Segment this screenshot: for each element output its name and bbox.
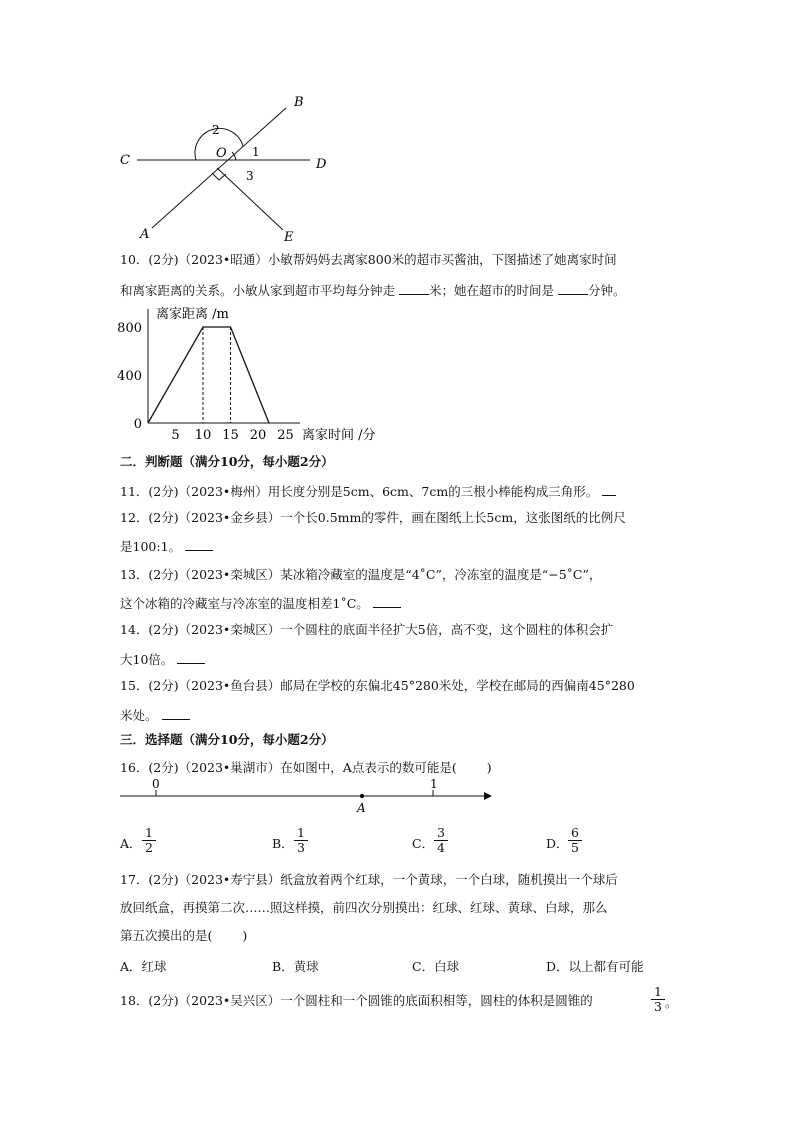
- label-angle-2: 2: [212, 123, 220, 137]
- distance-time-chart: [0, 305, 794, 445]
- q10-blank-2[interactable]: [558, 282, 588, 295]
- q18: 18．(2分)（2023•吴兴区）一个圆柱和一个圆锥的底面积相等，圆柱的体积是圆锥的: [120, 993, 593, 1008]
- q13-text: 这个冰箱的冷藏室与冷冻室的温度相差1˚C。: [120, 596, 369, 611]
- q16-option-a[interactable]: A．: [120, 836, 142, 851]
- label-B: B: [294, 95, 304, 110]
- q12-blank[interactable]: [185, 538, 213, 551]
- q16-close: ): [486, 760, 492, 775]
- q15-text: 米处。: [120, 708, 158, 723]
- q16-d-den: 5: [571, 840, 579, 855]
- q14-line1: 14．(2分)（2023•栾城区）一个圆柱的底面半径扩大5倍，高不变，这个圆柱的体积会扩: [120, 622, 614, 637]
- q17-line2: 放回纸盒，再摸第二次……照这样摸，前四次分别摸出：红球、红球、黄球、白球，那么: [120, 900, 608, 915]
- q18-den: 3: [654, 999, 662, 1014]
- angle-figure: [0, 0, 794, 250]
- q16-option-d-frac: [568, 826, 582, 855]
- y-tick-label: 400: [117, 369, 142, 384]
- q16-text: 16．(2分)（2023•巢湖市）在如图中，A点表示的数可能是(: [120, 760, 457, 775]
- label-C: C: [120, 153, 130, 168]
- section3-title: 三．选择题（满分10分，每小题2分）: [120, 732, 334, 747]
- point-a-dot: [360, 794, 364, 798]
- q11-blank[interactable]: [602, 483, 616, 496]
- q13-blank[interactable]: [373, 595, 401, 608]
- x-tick-label: 25: [277, 428, 294, 443]
- q16-option-b[interactable]: B．: [272, 836, 294, 851]
- chart-xlabel: 离家时间 /分: [302, 428, 376, 443]
- q10-line1: 10．(2分)（2023•昭通）小敏帮妈妈去离家800米的超市买酱油，下图描述了她离家时间: [120, 252, 617, 267]
- q14-blank[interactable]: [177, 651, 205, 664]
- q17-close: ): [242, 928, 248, 943]
- q14-line2: [120, 651, 680, 668]
- q12-line1: 12．(2分)（2023•金乡县）一个长0.5mm的零件，画在图纸上长5cm，这张图纸的比例尺: [120, 510, 626, 525]
- q10-text-b: 米；她在超市的时间是: [428, 283, 558, 298]
- q11: [120, 483, 680, 500]
- label-A: A: [140, 227, 150, 242]
- label-E: E: [284, 230, 294, 245]
- numberline-one: 1: [430, 777, 438, 791]
- y-tick-label: 0: [133, 417, 142, 432]
- q16-a-den: 2: [145, 840, 153, 855]
- q11-text: 11．(2分)（2023•梅州）用长度分别是5cm、6cm、7cm的三根小棒能构成三角形。: [120, 484, 599, 499]
- q10-blank-1[interactable]: [399, 282, 429, 295]
- q17-option-c[interactable]: C．白球: [412, 959, 460, 974]
- label-angle-1: 1: [252, 145, 260, 159]
- q17-option-b[interactable]: B．黄球: [272, 959, 319, 974]
- section2-title: 二．判断题（满分10分，每小题2分）: [120, 454, 334, 469]
- q12-text: 是100:1。: [120, 539, 182, 554]
- q16-b-num: 1: [294, 826, 308, 841]
- chart-ylabel: 离家距离 /m: [156, 307, 229, 322]
- x-tick-label: 5: [171, 428, 180, 443]
- x-tick-label: 10: [194, 428, 212, 443]
- q17-option-d[interactable]: D．以上都有可能: [546, 959, 644, 974]
- q16-c-den: 4: [437, 840, 445, 855]
- q15-line1: 15．(2分)（2023•鱼台县）邮局在学校的东偏北45°280米处，学校在邮局的西偏南45°280: [120, 678, 635, 693]
- q10-text-c: 分钟。: [587, 283, 626, 298]
- q18-num: 1: [651, 985, 665, 1000]
- q16-c-num: 3: [434, 826, 448, 841]
- q13-line2: [120, 595, 680, 612]
- q10-line2: [120, 282, 680, 299]
- y-tick-label: 800: [117, 321, 142, 336]
- q16-option-b-frac: [294, 826, 308, 855]
- q17-line1: 17．(2分)（2023•寿宁县）纸盒放着两个红球，一个黄球，一个白球，随机摸出一个球后: [120, 872, 618, 887]
- numberline-zero: 0: [152, 777, 160, 791]
- number-line: [0, 777, 794, 825]
- q14-text: 大10倍。: [120, 652, 174, 667]
- q16: [120, 760, 680, 776]
- q16-option-a-frac: [142, 826, 156, 855]
- q15-line2: [120, 707, 680, 724]
- q17-line3: [120, 928, 680, 944]
- label-O: O: [216, 146, 227, 161]
- q15-blank[interactable]: [162, 707, 190, 720]
- q12-line2: [120, 538, 680, 555]
- q16-d-num: 6: [568, 826, 582, 841]
- q16-b-den: 3: [297, 840, 305, 855]
- q16-option-d[interactable]: D．: [546, 836, 569, 851]
- q16-option-c[interactable]: C．: [412, 836, 435, 851]
- x-tick-label: 20: [249, 428, 267, 443]
- q16-a-num: 1: [142, 826, 156, 841]
- series-line: [148, 327, 269, 423]
- q18-end: 。: [665, 995, 678, 1010]
- numberline-a: A: [357, 801, 366, 815]
- x-tick-label: 15: [222, 428, 239, 443]
- q10-text-a: 和离家距离的关系。小敏从家到超市平均每分钟走: [120, 283, 399, 298]
- q16-option-c-frac: [434, 826, 448, 855]
- q13-line1: 13．(2分)（2023•栾城区）某冰箱冷藏室的温度是“4˚C”，冷冻室的温度是“−5˚C”，: [120, 567, 602, 582]
- q17-option-a[interactable]: A．红球: [120, 959, 167, 974]
- label-D: D: [316, 157, 327, 172]
- q18-frac: [651, 985, 665, 1014]
- q17-text: 第五次摸出的是(: [120, 928, 213, 943]
- label-angle-3: 3: [246, 169, 254, 183]
